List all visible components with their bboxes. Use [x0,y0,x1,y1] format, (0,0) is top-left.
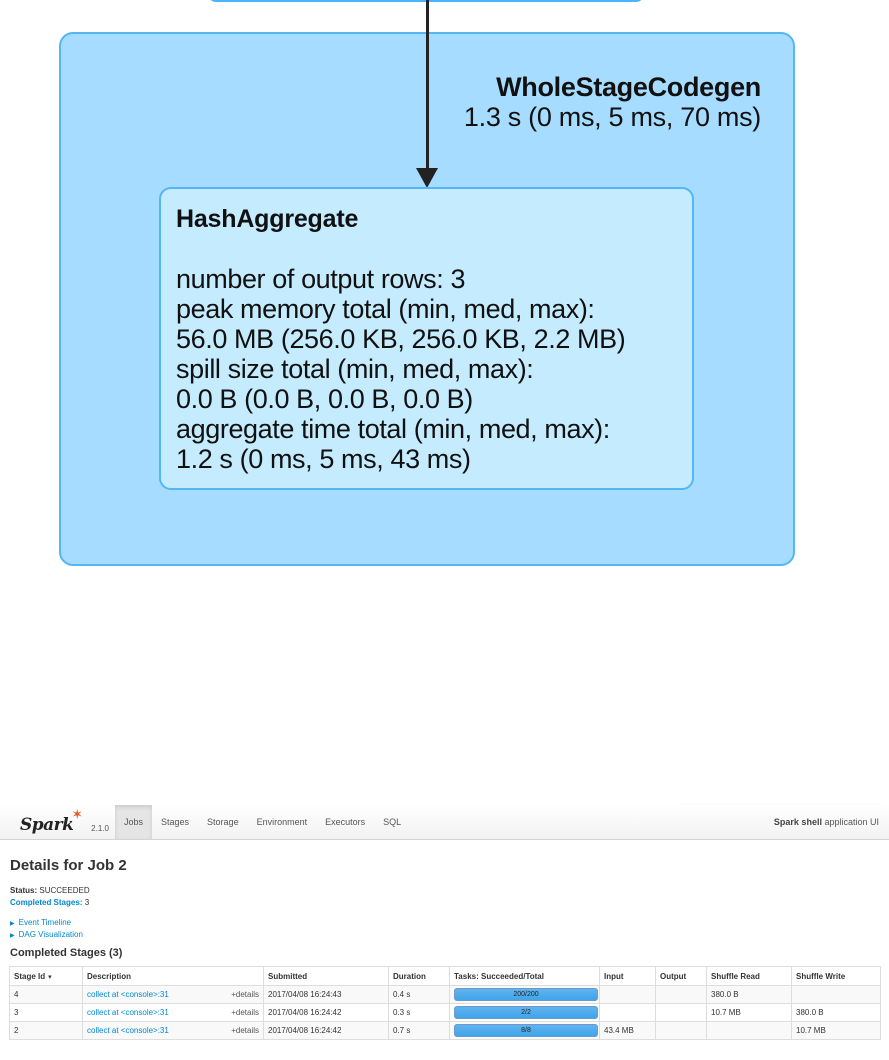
cluster-metric: 1.3 s (0 ms, 5 ms, 70 ms) [463,102,761,132]
node-metric-line: number of output rows: 3 [176,264,466,294]
completed-stages-value: 3 [84,898,90,907]
status-line [10,886,90,895]
dag-visualization-label: DAG Visualization [18,930,83,939]
tab-sql[interactable]: SQL [383,817,402,827]
description-link[interactable]: collect at <console>:31 [87,1026,169,1035]
cell-shuffle-write [792,986,881,1004]
tab-environment[interactable]: Environment [256,817,308,827]
node-title: HashAggregate [176,205,359,233]
cell-output [656,1022,707,1040]
details-toggle[interactable]: +details [231,990,259,999]
table-row [10,1004,881,1022]
cell-stage-id: 2 [10,1022,83,1040]
cell-submitted: 2017/04/08 16:24:42 [264,1022,389,1040]
table-row [10,986,881,1004]
event-timeline-toggle[interactable] [10,918,71,927]
tab-executors[interactable]: Executors [325,817,366,827]
top-navbar [0,805,889,840]
cell-shuffle-read: 380.0 B [707,986,792,1004]
cell-input [600,986,656,1004]
cell-tasks [450,1004,600,1022]
triangle-right-icon: ▶ [10,921,15,927]
app-name-bold: Spark shell [773,817,822,827]
spark-star-icon: ✶ [71,806,84,822]
tasks-progress-bar [454,988,598,1001]
completed-stages-table [9,966,881,1040]
column-header-shuffle-write[interactable]: Shuffle Write [792,967,881,986]
cell-input: 43.4 MB [600,1022,656,1040]
cell-duration: 0.3 s [389,1004,450,1022]
spark-version: 2.1.0 [91,824,109,833]
cell-shuffle-write: 380.0 B [792,1004,881,1022]
table-row [10,1022,881,1040]
column-header-output[interactable]: Output [656,967,707,986]
tasks-progress-label: 200/200 [513,991,539,998]
column-header-shuffle-read[interactable]: Shuffle Read [707,967,792,986]
app-name-rest: application UI [821,817,879,827]
details-toggle[interactable]: +details [231,1026,259,1035]
column-header-tasks[interactable]: Tasks: Succeeded/Total [450,967,600,986]
cell-output [656,986,707,1004]
column-header-description[interactable]: Description [83,967,264,986]
cell-shuffle-write: 10.7 MB [792,1022,881,1040]
column-header-stage-id[interactable]: Stage Id ▾ [10,967,83,986]
node-metric-line: 0.0 B (0.0 B, 0.0 B, 0.0 B) [176,384,473,414]
node-metric-line: 1.2 s (0 ms, 5 ms, 43 ms) [176,444,471,474]
node-metric-line: aggregate time total (min, med, max): [176,414,610,444]
node-metric-line: spill size total (min, med, max): [176,354,534,384]
cell-input [600,1004,656,1022]
node-metric-line: 56.0 MB (256.0 KB, 256.0 KB, 2.2 MB) [176,324,626,354]
dag-visualization-toggle[interactable] [10,930,83,939]
cell-tasks [450,986,600,1004]
tab-stages[interactable]: Stages [161,817,190,827]
status-label: Status: [10,886,38,895]
sort-down-icon: ▾ [48,973,52,981]
completed-stages-link[interactable]: Completed Stages: [10,898,83,907]
tab-jobs[interactable]: Jobs [115,805,152,839]
hashaggregate-node [159,187,694,490]
status-value: SUCCEEDED [39,886,90,895]
cell-stage-id: 4 [10,986,83,1004]
column-header-input[interactable]: Input [600,967,656,986]
node-metric-line: peak memory total (min, med, max): [176,294,595,324]
app-name [774,805,879,839]
cell-duration: 0.4 s [389,986,450,1004]
cell-tasks [450,1022,600,1040]
description-link[interactable]: collect at <console>:31 [87,990,169,999]
cell-shuffle-read: 10.7 MB [707,1004,792,1022]
cell-output [656,1004,707,1022]
cell-stage-id: 3 [10,1004,83,1022]
event-timeline-label: Event Timeline [18,918,72,927]
cell-description [83,1004,264,1022]
column-header-duration[interactable]: Duration [389,967,450,986]
spark-logo[interactable] [20,806,109,835]
completed-stages-line [10,898,89,907]
cell-submitted: 2017/04/08 16:24:42 [264,1004,389,1022]
tasks-progress-label: 8/8 [521,1027,531,1034]
cell-shuffle-read [707,1022,792,1040]
cell-duration: 0.7 s [389,1022,450,1040]
edge-arrow-line [426,0,429,170]
table-header-row [10,967,881,986]
section-title: Completed Stages (3) [10,947,123,959]
tasks-progress-bar [454,1006,598,1019]
tasks-progress-label: 2/2 [521,1009,531,1016]
description-link[interactable]: collect at <console>:31 [87,1008,169,1017]
logo-text: Spark [20,815,74,835]
tasks-progress-bar [454,1024,598,1037]
tab-storage[interactable]: Storage [207,817,239,827]
cell-description [83,1022,264,1040]
nav-tabs [115,805,410,839]
edge-arrow-head-icon [416,168,438,188]
cluster-title: WholeStageCodegen [496,72,761,102]
triangle-right-icon: ▶ [10,933,15,939]
cell-description [83,986,264,1004]
page-title: Details for Job 2 [10,857,127,874]
column-header-submitted[interactable]: Submitted [264,967,389,986]
details-toggle[interactable]: +details [231,1008,259,1017]
cell-submitted: 2017/04/08 16:24:43 [264,986,389,1004]
